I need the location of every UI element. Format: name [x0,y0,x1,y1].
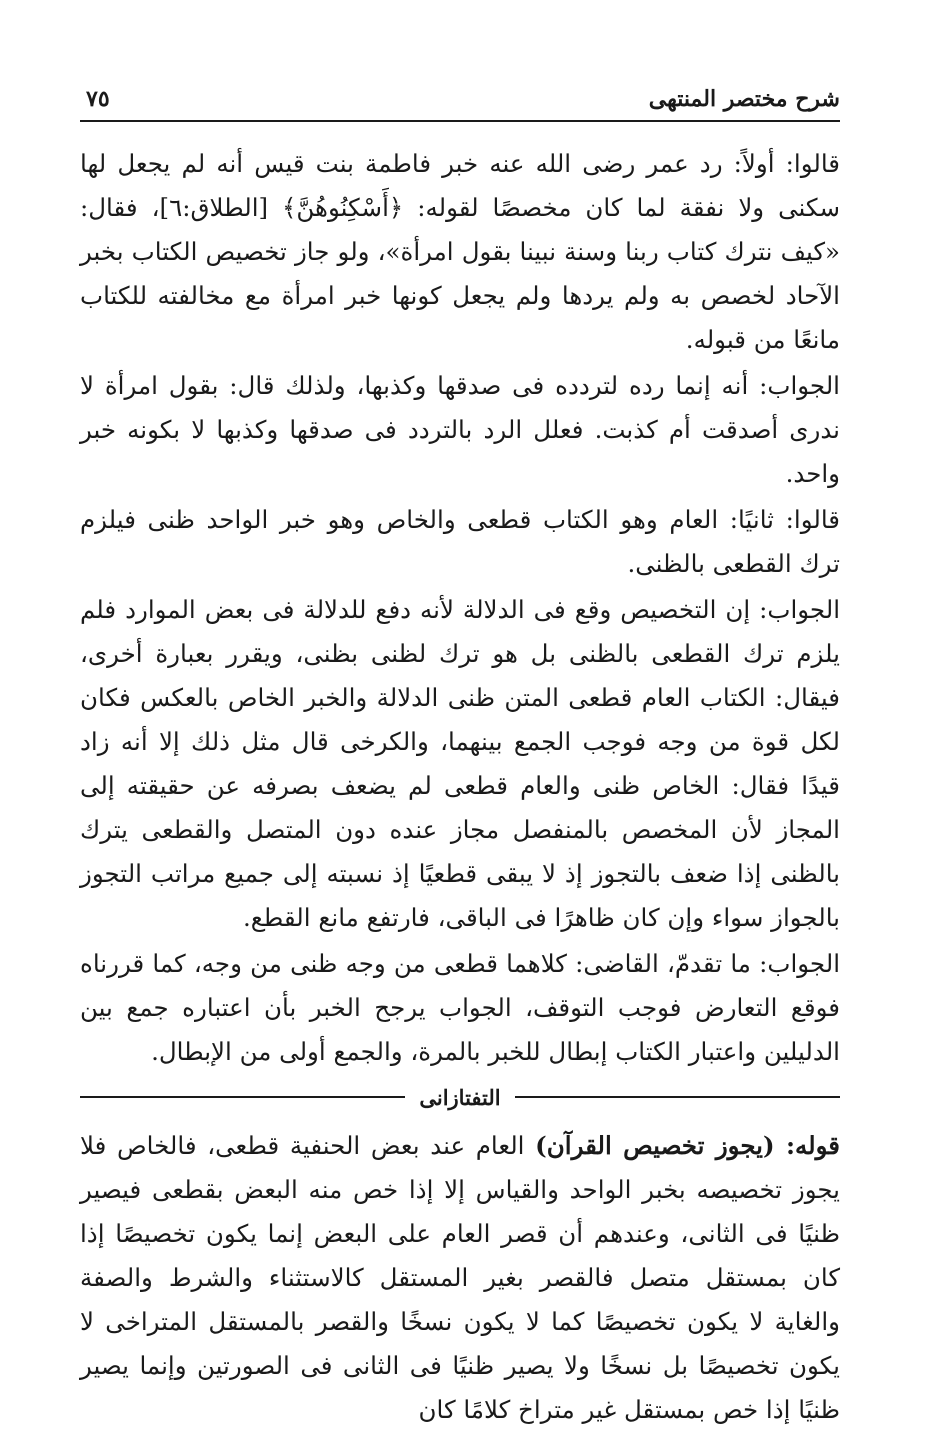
commentator-name: التفتازانى [419,1084,501,1110]
book-title: شرح مختصر المنتهى [648,86,840,112]
page-number: ٧٥ [86,86,110,112]
paragraph-answer-1: الجواب: أنه إنما رده لتردده فى صدقها وكذبها، ولذلك قال: بقول امرأة لا ندرى أصدقت أم كذبت. فعلل الرد بالتردد فى صدقها وكذبها لا بكونه خبر واحد. [80,371,840,488]
main-text [80,142,840,1074]
divider-line-left [80,1096,405,1098]
running-header [80,80,840,122]
commentary-lead: قوله: (يجوز تخصيص القرآن) [535,1131,840,1160]
book-page [80,80,840,1424]
commentary-divider [80,1080,840,1114]
paragraph-objection-2: قالوا: ثانيًا: العام وهو الكتاب قطعى والخاص وهو خبر الواحد ظنى فيلزم ترك القطعى بالظنى. [80,505,840,578]
paragraph-answer-3: الجواب: ما تقدمّ، القاضى: كلاهما قطعى من وجه ظنى من وجه، كما قررناه فوقع التعارض فوجب التوقف، الجواب يرجح الخبر بأن اعتباره جمع بين الدليلين واعتبار الكتاب إبطال للخبر بالمرة، والجمع أولى من الإبطال. [80,949,840,1066]
commentary-section [80,1124,840,1432]
paragraph-objection-1: قالوا: أولاً: رد عمر رضى الله عنه خبر فاطمة بنت قيس أنه لم يجعل لها سكنى ولا نفقة لما كان مخصصًا لقوله: ﴿أَسْكِنُوهُنَّ﴾ [الطلاق:٦]، فقال: «كيف نترك كتاب ربنا وسنة نبينا بقول امرأة»، ولو جاز تخصيص الكتاب بخبر الآحاد لخصص به ولم يردها ولم يجعل كونها خبر امرأة مع مخالفته للكتاب مانعًا من قبوله. [80,149,840,354]
commentary-text: العام عند بعض الحنفية قطعى، فالخاص فلا يجوز تخصيصه بخبر الواحد والقياس إلا إذا خص منه البعض بقطعى فيصير ظنيًا فى الثانى، وعندهم أن قصر العام على البعض إنما يكون تخصيصًا إذا كان بمستقل متصل فالقصر بغير المستقل كالاستثناء والشرط والصفة والغاية لا يكون تخصيصًا كما لا يكون نسخًا والقصر بالمستقل المتراخى لا يكون تخصيصًا بل نسخًا ولا يصير ظنيًا فى الثانى فى الصورتين وإنما يصير ظنيًا إذا خص بمستقل غير متراخ كلامًا كان [80,1131,840,1424]
paragraph-answer-2: الجواب: إن التخصيص وقع فى الدلالة لأنه دفع للدلالة فى بعض الموارد فلم يلزم ترك القطعى بالظنى بل هو ترك لظنى بظنى، ويقرر بعبارة أخرى، فيقال: الكتاب العام قطعى المتن ظنى الدلالة والخبر الخاص بالعكس فكان لكل قوة من وجه فوجب الجمع بينهما، والكرخى قال مثل ذلك إلا أنه زاد قيدًا فقال: الخاص ظنى والعام قطعى لم يضعف بصرفه عن حقيقته إلى المجاز لأن المخصص بالمنفصل مجاز عنده دون المتصل والقطعى يترك بالظنى إذا ضعف بالتجوز إذ لا يبقى قطعيًا إذ نسبته إلى جميع مراتب التجوز بالجواز سواء وإن كان ظاهرًا فى الباقى، فارتفع مانع القطع. [80,595,840,932]
commentary-paragraph [80,1124,840,1432]
divider-line-right [515,1096,840,1098]
